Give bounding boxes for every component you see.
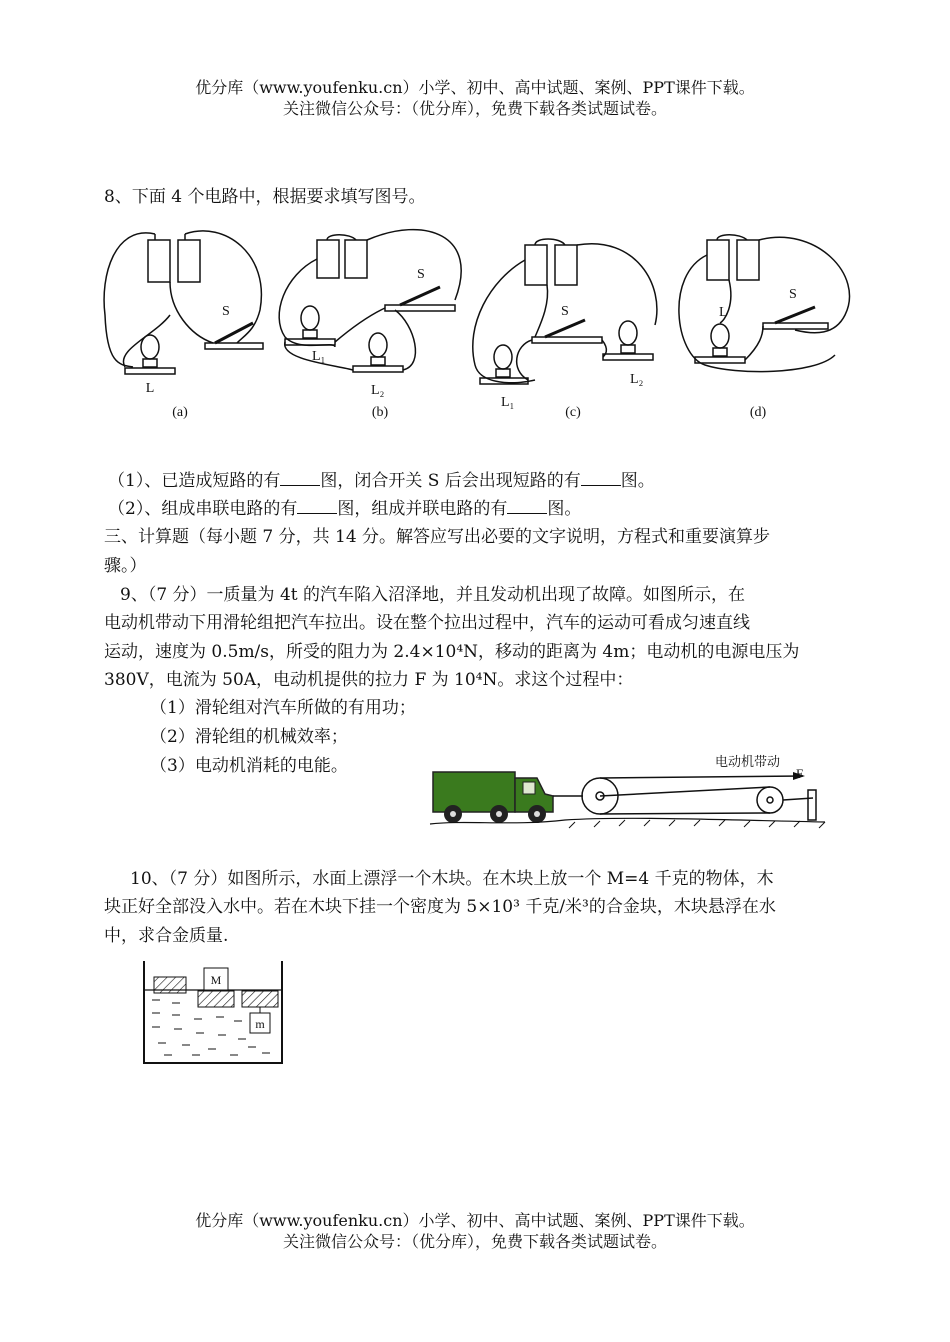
q8-part-2 [108, 497, 581, 520]
q9-line-2: 电动机带动下用滑轮组把汽车拉出。设在整个拉出过程中，汽车的运动可看成匀速直线 [104, 613, 750, 633]
pulley-system [553, 776, 816, 820]
label-L1-b: L₁ [312, 349, 326, 364]
mass-M-label: M [210, 973, 222, 987]
wooden-block-with-m [242, 991, 278, 1007]
motor-label: 电动机带动 [715, 755, 781, 770]
q8-stem: 8、下面 4 个电路中，根据要求填写图号。 [104, 187, 426, 207]
q10-line-2: 块正好全部没入水中。若在木块下挂一个密度为 5×10³ 千克/米³的合金块，木块悬浮在水 [104, 897, 776, 917]
wooden-block-floating [154, 977, 186, 993]
answer-blank-4[interactable] [507, 497, 547, 514]
section3-heading-line2: 骤。） [104, 556, 147, 576]
q9-sub-1: （1）滑轮组对汽车所做的有用功； [150, 698, 416, 718]
label-b: (b) [371, 405, 389, 420]
label-L2-b: L₂ [371, 383, 385, 398]
label-a: (a) [172, 405, 188, 420]
q9-truck-pulley-figure [425, 750, 835, 830]
q8-part-1 [108, 469, 655, 492]
q8-part2-text-a: （2）、组成串联电路的有 [108, 499, 298, 519]
q10-floating-block-figure [138, 955, 288, 1070]
circuit-d [679, 235, 850, 372]
label-L2-c: L₂ [630, 372, 644, 387]
footer-line-2: 关注微信公众号：（优分库），免费下载各类试题试卷。 [282, 1232, 667, 1251]
q8-part1-text-c: 图。 [620, 471, 655, 491]
q9-line-1: 9、（7 分）一质量为 4t 的汽车陷入沼泽地，并且发动机出现了故障。如图所示，在 [120, 585, 745, 605]
q10-line-1: 10、（7 分）如图所示，水面上漂浮一个木块。在木块上放一个 M=4 千克的物体，木 [130, 869, 774, 889]
q9-line-3: 运动，速度为 0.5m/s，所受的阻力为 2.4×10⁴N，移动的距离为 4m；电动机的电源电压为 [104, 642, 800, 662]
q8-part2-text-c: 图。 [547, 499, 582, 519]
q9-sub-2: （2）滑轮组的机械效率； [150, 727, 348, 747]
label-c: (c) [565, 405, 581, 420]
label-L-d: L [719, 305, 728, 320]
q8-circuit-figure [95, 215, 865, 430]
label-S-d: S [789, 287, 797, 302]
truck-wheels [444, 805, 546, 823]
force-label: F [796, 766, 804, 781]
section3-heading-line1: 三、计算题（每小题 7 分，共 14 分。解答应写出必要的文字说明，方程式和重要演算步 [104, 527, 771, 547]
answer-blank-2[interactable] [581, 469, 621, 486]
q10-line-3: 中，求合金质量. [104, 926, 229, 946]
header-line-1: 优分库（www.youfenku.cn）小学、初中、高中试题、案例、PPT课件下载。 [195, 78, 755, 97]
q8-part1-text-b: 图，闭合开关 S 后会出现短路的有 [320, 471, 581, 491]
q9-line-4: 380V，电流为 50A，电动机提供的拉力 F 为 10⁴N。求这个过程中： [104, 670, 634, 690]
label-S-b: S [417, 267, 425, 282]
mass-m-label: m [255, 1017, 265, 1031]
label-L1-c: L₁ [501, 395, 515, 410]
circuit-a [104, 231, 263, 374]
header-line-2: 关注微信公众号：（优分库），免费下载各类试题试卷。 [282, 99, 667, 118]
label-L-a: L [145, 381, 155, 396]
q9-sub-3: （3）电动机消耗的电能。 [150, 756, 348, 776]
truck-window [523, 782, 535, 794]
circuit-b [279, 230, 461, 372]
label-S-c: S [561, 304, 569, 319]
wooden-block-with-M [198, 991, 234, 1007]
q8-part1-text-a: （1）、已造成短路的有 [108, 471, 281, 491]
label-S-a: S [222, 304, 230, 319]
answer-blank-1[interactable] [280, 469, 320, 486]
q8-part2-text-b: 图，组成并联电路的有 [337, 499, 508, 519]
footer-line-1: 优分库（www.youfenku.cn）小学、初中、高中试题、案例、PPT课件下载。 [195, 1211, 755, 1230]
label-d: (d) [749, 405, 767, 420]
answer-blank-3[interactable] [297, 497, 337, 514]
